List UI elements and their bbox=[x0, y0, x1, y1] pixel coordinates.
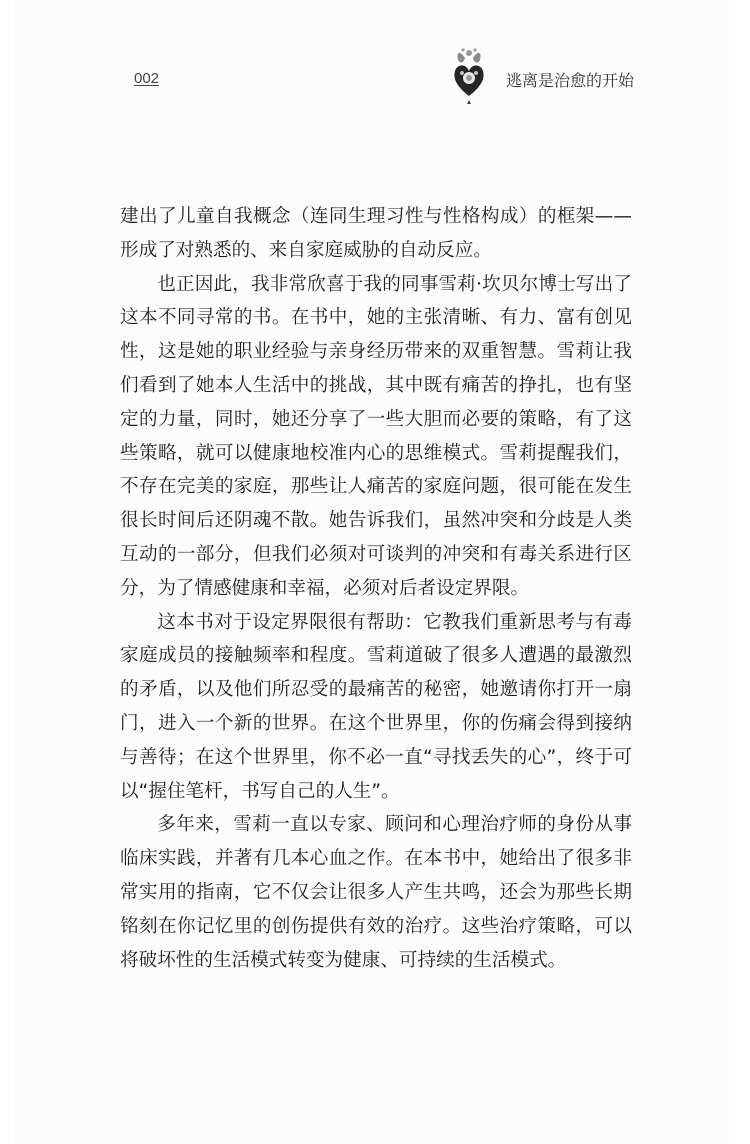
heart-bird-flower-icon bbox=[448, 44, 490, 108]
body-text bbox=[120, 200, 632, 977]
paragraph: 建出了儿童自我概念（连同生理习性与性格构成）的框架——形成了对熟悉的、来自家庭威胁的自动反应。 bbox=[120, 206, 632, 261]
running-title: 逃离是治愈的开始 bbox=[506, 71, 635, 90]
page-number: 002 bbox=[134, 70, 160, 87]
paragraph: 也正因此，我非常欣喜于我的同事雪莉·坎贝尔博士写出了这本不同寻常的书。在书中，她的主张清晰、有力、富有创见性，这是她的职业经验与亲身经历带来的双重智慧。雪莉让我们看到了她本人生活中的挑战，其中既有痛苦的挣扎，也有坚定的力量，同时，她还分享了一些大胆而必要的策略，有了这些策略，就可以健康地校准内心的思维模式。雪莉提醒我们，不存在完美的家庭，那些让人痛苦的家庭问题，很可能在发生很长时间后还阴魂不散。她告诉我们，虽然冲突和分歧是人类互动的一部分，但我们必须对可谈判的冲突和有毒关系进行区分，为了情感健康和幸福，必须对后者设定界限。 bbox=[120, 273, 632, 599]
paragraph: 这本书对于设定界限很有帮助：它教我们重新思考与有毒家庭成员的接触频率和程度。雪莉道破了很多人遭遇的最激烈的矛盾，以及他们所忍受的最痛苦的秘密，她邀请你打开一扇门，进入一个新的世界。在这个世界里，你的伤痛会得到接纳与善待；在这个世界里，你不必一直“寻找丢失的心”，终于可以“握住笔杆，书写自己的人生”。 bbox=[120, 611, 632, 802]
paragraph: 多年来，雪莉一直以专家、顾问和心理治疗师的身份从事临床实践，并著有几本心血之作。在本书中，她给出了很多非常实用的指南，它不仅会让很多人产生共鸣，还会为那些长期铭刻在你记忆里的创伤提供有效的治疗。这些治疗策略，可以将破坏性的生活模式转变为健康、可持续的生活模式。 bbox=[120, 814, 632, 971]
